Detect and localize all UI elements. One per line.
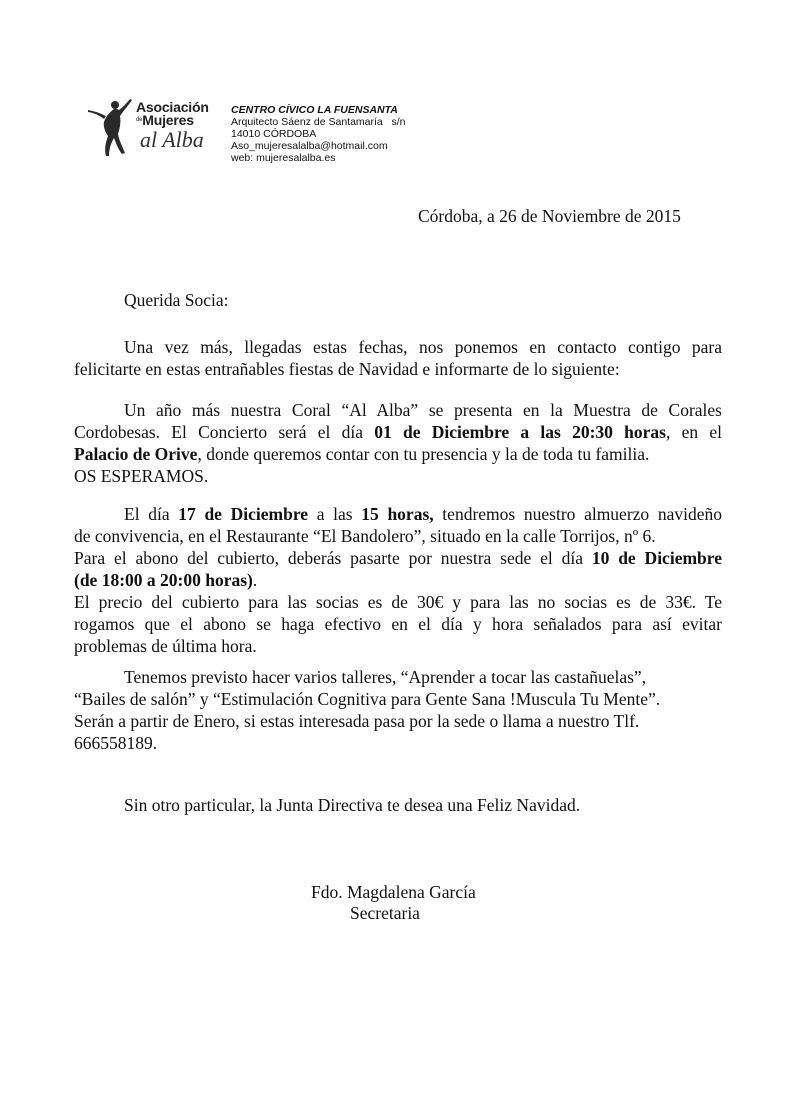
lunch-line-5: El precio del cubierto para las socias es de 30€ y para las no socias es de 33€. Te [74, 592, 722, 612]
logo-line-asociacion: Asociación [136, 99, 209, 115]
logo-line-al-alba: al Alba [140, 127, 204, 152]
dancer-silhouette-icon [84, 96, 136, 160]
concert-line-2: Cordobesas. El Concierto será el día 01 de Diciembre a las 20:30 horas, en el [74, 422, 722, 442]
email: Aso_mujeresalalba@hotmail.com [231, 140, 388, 152]
salutation: Querida Socia: [124, 290, 229, 310]
paragraph-intro [74, 336, 722, 380]
closing-line: Sin otro particular, la Junta Directiva te desea una Feliz Navidad. [124, 795, 581, 815]
address: Arquitecto Sáenz de Santamaría s/n [231, 116, 406, 128]
workshops-line-3: Serán a partir de Enero, si estas interesada pasa por la sede o llama a nuestro Tlf. [74, 711, 640, 731]
lunch-line-4: (de 18:00 a 20:00 horas). [74, 570, 258, 590]
concert-line-1: Un año más nuestra Coral “Al Alba” se presenta en la Muestra de Corales [124, 400, 722, 420]
paragraph-workshops [74, 666, 722, 754]
lunch-line-2: de convivencia, en el Restaurante “El Bandolero”, situado en la calle Torrijos, nº 6. [74, 526, 656, 546]
lunch-line-3: Para el abono del cubierto, deberás pasarte por nuestra sede el día 10 de Diciembre [74, 548, 722, 568]
website: web: mujeresalalba.es [231, 152, 336, 164]
paragraph-concert [74, 399, 722, 487]
city: 14010 CÓRDOBA [231, 128, 317, 140]
concert-line-3: Palacio de Orive, donde queremos contar con tu presencia y la de toda tu familia. [74, 444, 650, 464]
workshops-line-1: Tenemos previsto hacer varios talleres, “Aprender a tocar las castañuelas”, [124, 667, 647, 687]
association-logo [84, 96, 214, 160]
signature-name: Fdo. Magdalena García [311, 882, 476, 902]
lunch-line-1: El día 17 de Diciembre a las 15 horas, tendremos nuestro almuerzo navideño [124, 504, 722, 524]
letterhead [231, 104, 406, 164]
intro-line-1: Una vez más, llegadas estas fechas, nos ponemos en contacto contigo para [124, 337, 722, 357]
lunch-line-6: rogamos que el abono se haga efectivo en el día y hora señalados para así evitar [74, 614, 722, 634]
letter-date: Córdoba, a 26 de Noviembre de 2015 [418, 206, 681, 226]
logo-line-mujeres: $^{de}$Mujeres [136, 112, 194, 128]
workshops-line-2: “Bailes de salón” y “Estimulación Cognitiva para Gente Sana !Muscula Tu Mente”. [74, 689, 661, 709]
workshops-line-4: 666558189. [74, 733, 158, 753]
concert-line-4: OS ESPERAMOS. [74, 466, 209, 486]
intro-line-2: felicitarte en estas entrañables fiestas de Navidad e informarte de lo siguiente: [74, 359, 620, 379]
signature-title: Secretaria [350, 903, 420, 923]
paragraph-lunch [74, 503, 722, 657]
lunch-line-7: problemas de última hora. [74, 636, 257, 656]
center-name: CENTRO CÍVICO LA FUENSANTA [231, 104, 398, 116]
